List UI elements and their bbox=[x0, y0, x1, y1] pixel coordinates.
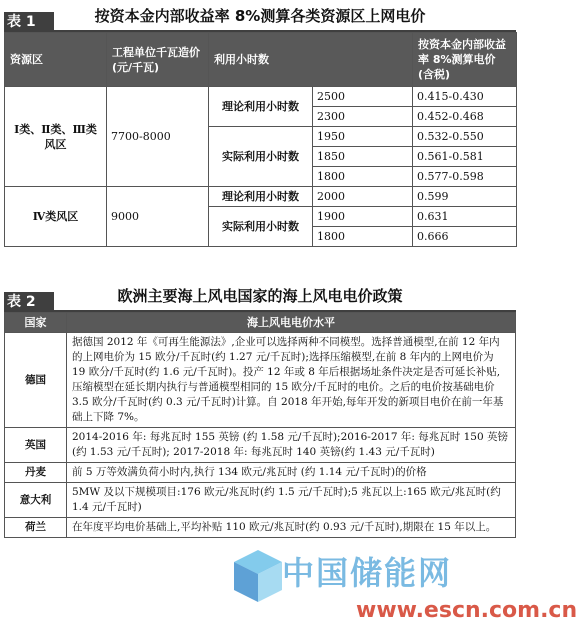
table-row bbox=[5, 87, 517, 107]
hours-cell: 1950 bbox=[313, 127, 413, 147]
cost-cell-group2: 9000 bbox=[107, 187, 209, 247]
table1-rule bbox=[4, 30, 516, 32]
table2-header-row bbox=[5, 313, 516, 333]
policy-cell: 5MW 及以下规模项目:176 欧元/兆瓦时(约 1.5 元/千瓦时);5 兆瓦以上:165 欧元/兆瓦时(约 1.4 元/千瓦时) bbox=[67, 483, 516, 518]
hours-cell: 1900 bbox=[313, 207, 413, 227]
hours-cell: 1800 bbox=[313, 227, 413, 247]
theory-label-group2: 理论利用小时数 bbox=[209, 187, 313, 207]
table1-header-row bbox=[5, 33, 517, 87]
cost-cell-group1: 7700-8000 bbox=[107, 87, 209, 187]
price-cell: 0.561-0.581 bbox=[413, 147, 517, 167]
header-price-level: 海上风电电价水平 bbox=[67, 313, 516, 333]
table1 bbox=[4, 32, 517, 247]
country-cell: 荷兰 bbox=[5, 518, 67, 538]
actual-label-group2: 实际利用小时数 bbox=[209, 207, 313, 247]
table2-title: 欧洲主要海上风电国家的海上风电电价政策 bbox=[117, 287, 403, 305]
table2-rule bbox=[4, 310, 516, 312]
table2-block bbox=[4, 284, 516, 538]
table-row bbox=[5, 483, 516, 518]
country-cell: 英国 bbox=[5, 428, 67, 463]
price-cell: 0.532-0.550 bbox=[413, 127, 517, 147]
hours-cell: 2500 bbox=[313, 87, 413, 107]
country-cell: 德国 bbox=[5, 333, 67, 428]
region-cell-group1: Ⅰ类、Ⅱ类、Ⅲ类风区 bbox=[5, 87, 107, 187]
table-row bbox=[5, 187, 517, 207]
header-hours: 利用小时数 bbox=[209, 33, 413, 87]
hours-cell: 1850 bbox=[313, 147, 413, 167]
table2-title-row bbox=[4, 284, 516, 312]
table1-block bbox=[4, 4, 516, 247]
price-cell: 0.599 bbox=[413, 187, 517, 207]
region-cell-group2: Ⅳ类风区 bbox=[5, 187, 107, 247]
price-cell: 0.577-0.598 bbox=[413, 167, 517, 187]
header-price: 按资本金内部收益率 8%测算电价(含税) bbox=[413, 33, 517, 87]
price-cell: 0.631 bbox=[413, 207, 517, 227]
header-country: 国家 bbox=[5, 313, 67, 333]
theory-label-group1: 理论利用小时数 bbox=[209, 87, 313, 127]
table-row bbox=[5, 333, 516, 428]
table1-tag: 表 1 bbox=[4, 12, 54, 32]
policy-cell: 在年度平均电价基础上,平均补贴 110 欧元/兆瓦时(约 0.93 元/千瓦时),期限在 15 年以上。 bbox=[67, 518, 516, 538]
header-cost: 工程单位千瓦造价(元/千瓦) bbox=[107, 33, 209, 87]
hours-cell: 1800 bbox=[313, 167, 413, 187]
hours-cell: 2300 bbox=[313, 107, 413, 127]
header-region: 资源区 bbox=[5, 33, 107, 87]
table-row bbox=[5, 428, 516, 463]
price-cell: 0.415-0.430 bbox=[413, 87, 517, 107]
price-cell: 0.452-0.468 bbox=[413, 107, 517, 127]
watermark-url: www.escn.com.cn bbox=[356, 598, 577, 623]
price-cell: 0.666 bbox=[413, 227, 517, 247]
table-row bbox=[5, 518, 516, 538]
country-cell: 意大利 bbox=[5, 483, 67, 518]
table2-tag: 表 2 bbox=[4, 292, 54, 312]
watermark-brand: 中国储能网 bbox=[282, 554, 453, 592]
actual-label-group1: 实际利用小时数 bbox=[209, 127, 313, 187]
table1-title-row bbox=[4, 4, 516, 32]
watermark-logo-icon bbox=[232, 548, 284, 604]
table1-title: 按资本金内部收益率 8%测算各类资源区上网电价 bbox=[94, 7, 426, 25]
table2 bbox=[4, 312, 516, 538]
policy-cell: 2014-2016 年: 每兆瓦时 155 英镑 (约 1.58 元/千瓦时);2016-2017 年: 每兆瓦时 150 英镑 (约 1.53 元/千瓦时); 2017-2018 年: 每兆瓦时 140 英镑(约 1.43 元/千瓦时) bbox=[67, 428, 516, 463]
policy-cell: 据德国 2012 年《可再生能源法》,企业可以选择两种不同模型。选择普通模型,在前 12 年内的上网电价为 15 欧分/千瓦时(约 1.27 元/千瓦时);选择压缩模型,在前 8 年内的上网电价为 19 欧分/千瓦时(约 1.6 元/千瓦时)。投产 12 年或 8 年后根据场址条件决定是否可延长补贴,压缩模型在延长期内执行与普通模型相同的 15 欧分/千瓦时的电价。之后的电价按基础电价 3.5 欧分/千瓦时(约 0.3 元/千瓦时)计算。自 2018 年开始,每年开发的新项目电价在前一年基础上下降 7%。 bbox=[67, 333, 516, 428]
country-cell: 丹麦 bbox=[5, 463, 67, 483]
table-row bbox=[5, 463, 516, 483]
hours-cell: 2000 bbox=[313, 187, 413, 207]
policy-cell: 前 5 万等效满负荷小时内,执行 134 欧元/兆瓦时 (约 1.14 元/千瓦时)的价格 bbox=[67, 463, 516, 483]
